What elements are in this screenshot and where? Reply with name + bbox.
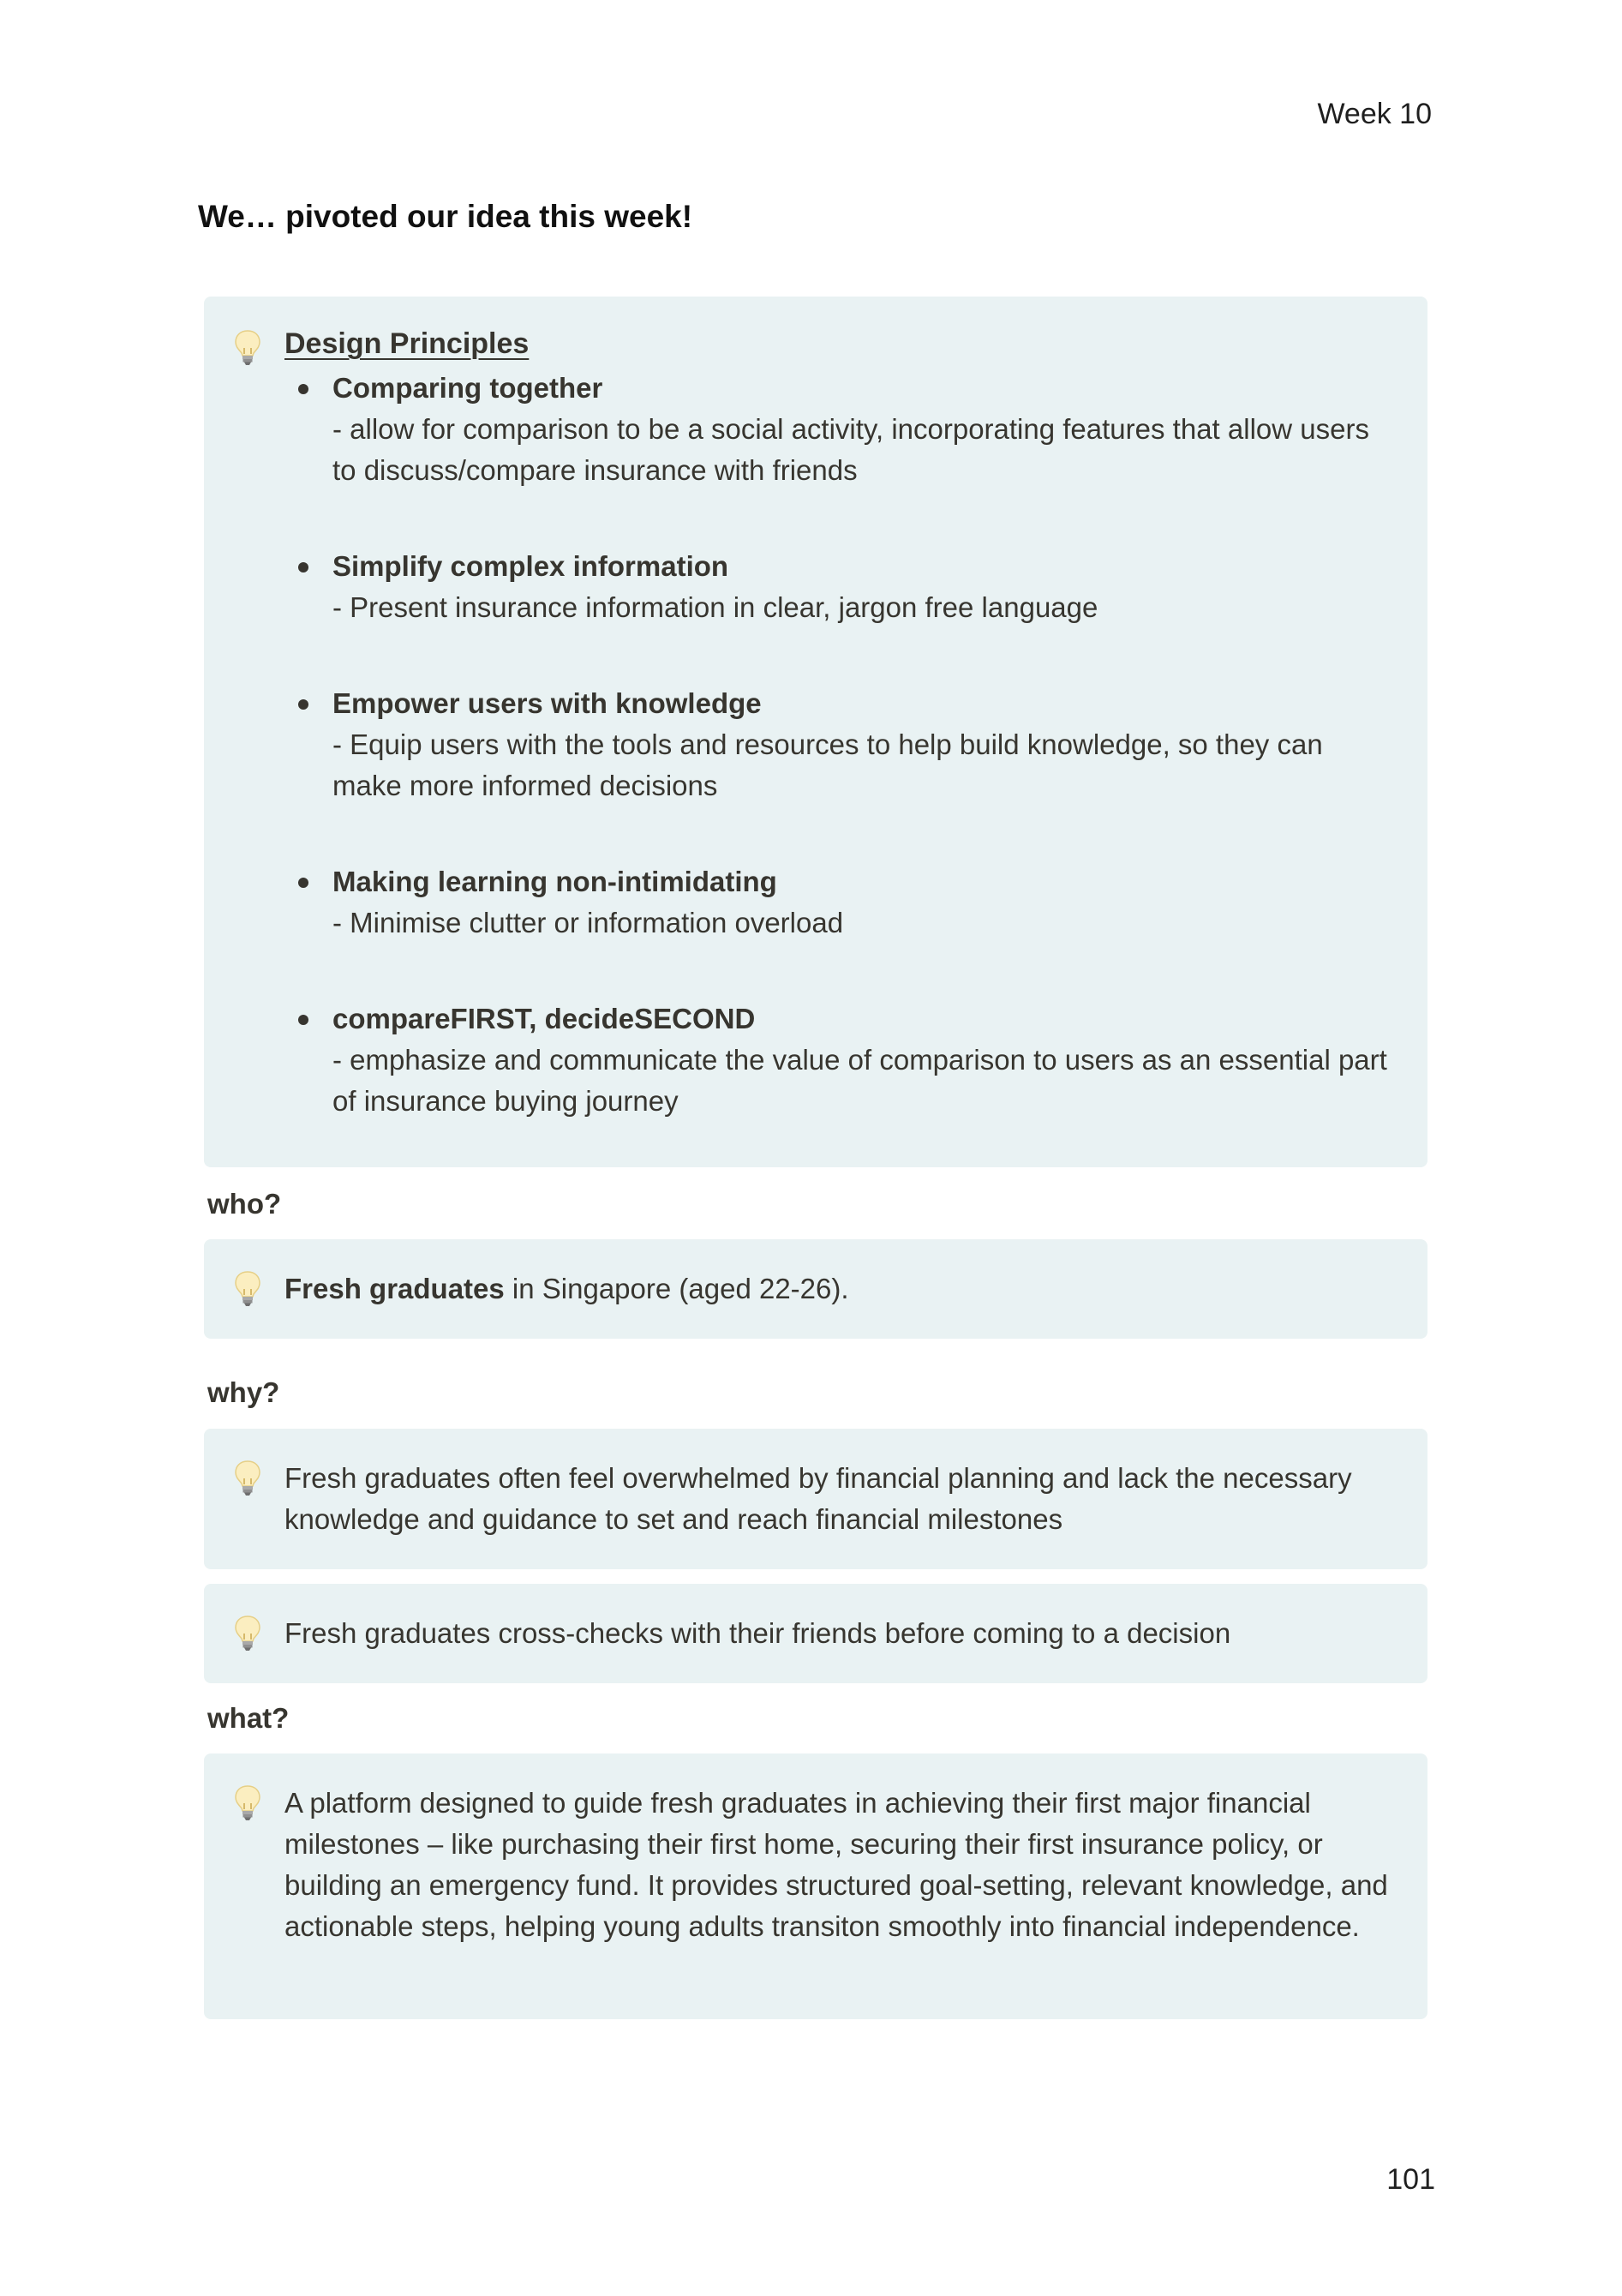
lightbulb-icon	[233, 1270, 262, 1308]
why-label: why?	[207, 1376, 280, 1408]
why-callout-2-text: Fresh graduates cross-checks with their friends before coming to a decision	[284, 1617, 1231, 1649]
principle-desc: - Equip users with the tools and resources to help build knowledge, so they can make more informed decisions	[332, 728, 1323, 801]
who-callout	[204, 1239, 1427, 1339]
principle-title: Making learning non-intimidating	[332, 866, 777, 897]
list-item	[284, 861, 1393, 944]
principle-desc: - emphasize and communicate the value of comparison to users as an essential part of insurance buying journey	[332, 1044, 1387, 1117]
principle-desc: - Present insurance information in clear, jargon free language	[332, 591, 1098, 623]
principle-title: Empower users with knowledge	[332, 687, 762, 719]
bullet-dot	[298, 1015, 308, 1025]
design-principles-callout	[204, 297, 1427, 1167]
page-number: 101	[1386, 2163, 1435, 2196]
bullet-dot	[298, 562, 308, 573]
principle-desc: - Minimise clutter or information overload	[332, 907, 844, 938]
bullet-dot	[298, 878, 308, 888]
lightbulb-icon	[233, 1460, 262, 1497]
why-callout-1-text: Fresh graduates often feel overwhelmed by financial planning and lack the necessary knowledge and guidance to set and reach financial milestones	[284, 1462, 1352, 1535]
principle-desc: - allow for comparison to be a social activity, incorporating features that allow users to discuss/compare insurance with friends	[332, 413, 1369, 486]
why-callout-1	[204, 1429, 1427, 1569]
who-label: who?	[207, 1188, 282, 1220]
who-rest-text: in Singapore (aged 22-26).	[504, 1273, 849, 1304]
principle-title: compareFIRST, decideSECOND	[332, 1003, 756, 1034]
bullet-dot	[298, 699, 308, 710]
week-label: Week 10	[1317, 98, 1432, 130]
principle-title: Simplify complex information	[332, 550, 729, 582]
bullet-dot	[298, 384, 308, 394]
list-item	[284, 998, 1393, 1122]
what-callout	[204, 1753, 1427, 2019]
list-item	[284, 546, 1393, 628]
who-bold-text: Fresh graduates	[284, 1273, 505, 1304]
principle-title: Comparing together	[332, 372, 603, 404]
lightbulb-icon	[233, 1784, 262, 1822]
list-item	[284, 683, 1393, 806]
lightbulb-icon	[233, 329, 262, 367]
lightbulb-icon	[233, 1615, 262, 1652]
design-principles-title: Design Principles	[284, 327, 530, 360]
principles-list	[284, 368, 1393, 1122]
what-callout-text: A platform designed to guide fresh graduates in achieving their first major financial milestones – like purchasing their first home, securing their first insurance policy, or building an emergency fund. It provides structured goal-setting, relevant knowledge, and actionable steps, helping young adults transiton smoothly into financial independence.	[284, 1787, 1388, 1942]
list-item	[284, 368, 1393, 491]
who-callout-text	[284, 1268, 1393, 1310]
why-callout-2	[204, 1584, 1427, 1683]
what-label: what?	[207, 1702, 290, 1734]
page-headline: We… pivoted our idea this week!	[198, 199, 693, 234]
